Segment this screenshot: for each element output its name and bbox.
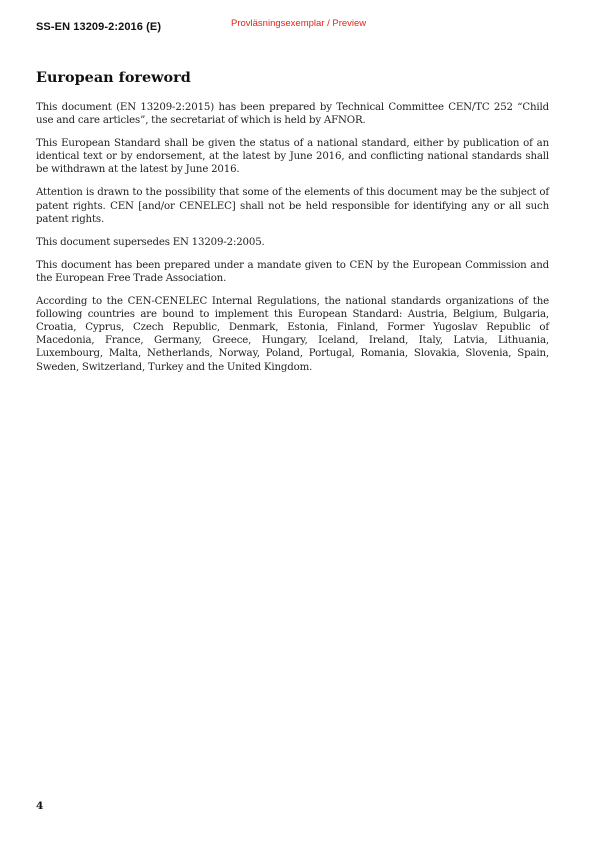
paragraph-supersedes: This document supersedes EN 13209-2:2005.	[36, 236, 265, 248]
document-id: SS-EN 13209-2:2016 (E)	[36, 21, 162, 33]
paragraph-national-status: This European Standard shall be given the status of a national standard, either by publication of an identical text or by endorsement, at the latest by June 2016, and conflicting national standards shall be withdrawn at the latest by June 2016.	[36, 138, 549, 176]
section-heading: European foreword	[36, 69, 191, 86]
foreword-body	[36, 101, 549, 384]
preview-banner: Provläsningsexemplar / Preview	[231, 18, 367, 29]
paragraph-mandate: This document has been prepared under a mandate given to CEN by the European Commission and the European Free Trade Association.	[36, 259, 549, 284]
paragraph-implementing-countries: According to the CEN-CENELEC Internal Regulations, the national standards organizations of the following countries are bound to implement this European Standard: Austria, Belgium, Bulgaria, Croatia, Cyprus, Czech Republic, Denmark, Estonia, Finland, Former Yugoslav Republic of Macedonia, France, Germany, Greece, Hungary, Iceland, Ireland, Italy, Latvia, Lithuania, Luxembourg, Malta, Netherlands, Norway, Poland, Portugal, Romania, Slovakia, Slovenia, Spain, Sweden, Switzerland, Turkey and the United Kingdom.	[36, 296, 549, 373]
page-number: 4	[36, 800, 44, 812]
paragraph-prepared-by: This document (EN 13209-2:2015) has been prepared by Technical Committee CEN/TC 252 “Child use and care articles”, the secretariat of which is held by AFNOR.	[36, 102, 549, 127]
paragraph-patent-rights: Attention is drawn to the possibility that some of the elements of this document may be the subject of patent rights. CEN [and/or CENELEC] shall not be held responsible for identifying any or all such patent rights.	[36, 187, 549, 225]
